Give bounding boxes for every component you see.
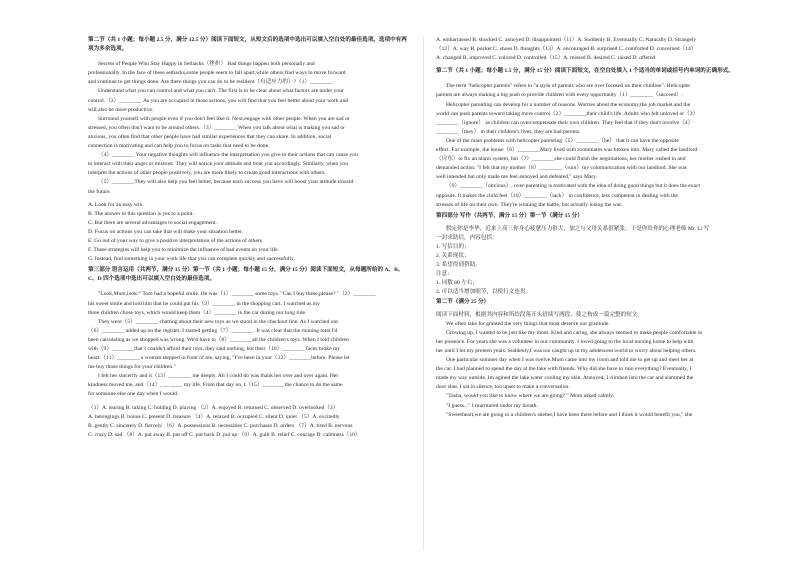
choices-line: B. gently C. sincerely D. fiercely （6）A. possessions B. necessities C. purchases D. orders （7）A. tired B. nervous (88, 422, 353, 429)
passage-line: stressed, you often don't want to be around others.（3）________ When you talk about what is making you sad or (88, 124, 346, 131)
cloze-line: I felt her sincerity and it（13）________ me deeply. All I could do was thank her over and over again. Her (98, 373, 339, 380)
grammar-heading: 第二节（共 1 小题；每小题 1.5 分，满分 15 分）阅读下面短文，在空白处填入 1 个适当的单词或括号内单词的正确形式。 (436, 68, 734, 75)
note-item: 1. 词数 80 左右； (436, 280, 478, 287)
choices-line: A. embarrassed B. shocked C. annoyed D. disappointed（11）A. Suddenly B. Eventually C. Naturally D. Strangely (436, 37, 697, 43)
notes-label: 注意： (436, 271, 453, 278)
passage-line: interpret the actions of other people positively, you are more likely to create good interactions with others. (88, 170, 326, 177)
cloze-line: heart.（11）________ a woman stepped in front of me, saying, "I've been in your（12）________before. Please let (88, 355, 350, 362)
grammar-line: effect. For example, the house（6）________Mary lived with roommates was broken into. Mary called the landlord (436, 147, 698, 154)
section2-writing-heading: 第二节（满分 25 分） (436, 298, 490, 305)
passage-line: Surround yourself with people even if you don't feel like it. Next,engage with other people. When you are sad or (98, 115, 350, 122)
grammar-line: ________（ignore） as children can overcompensate their own children. They feel that if they don't involve（4） (436, 119, 694, 126)
option-d: D. Focus on actions you can take that will make your situation better. (88, 228, 244, 235)
grammar-line: parents are always making a big push to provide children with every opportunity（1）________（succeed）. (436, 92, 684, 99)
requirement-item: 2. 关系现状； (436, 253, 470, 260)
grammar-line: world can push parents toward taking more control（2）________their child's life. Adults who felt unloved or（3） (436, 110, 699, 117)
cloze-line: for someone else one day when I would. (88, 391, 179, 398)
passage-line: connection is motivating and can help you to focus on tasks that need to be done. (88, 143, 270, 150)
story-line: made my way outside. Im agined the lake water cooling my skin. Annoyed, I climbed into the car and slammed the (436, 375, 694, 382)
option-e: E. Go out of your way to give a positive interpretation of the actions of others. (88, 237, 264, 244)
cloze-line: with（9）________that I couldn't afford their toys, they said nothing, but their（10）________ faces broke my (88, 346, 341, 352)
story-line: One particular summer day when I was twelve,Mom came into my room and told me to get up and meet her at (446, 357, 694, 364)
cloze-line: （6）________ added up on the register, I started getting（7）________. It was clear that the running total I'd (88, 327, 338, 334)
choices-line: A. changed B. improved C. colored D. controlled（15）A. missed B. desired C. raised D. offered (436, 55, 656, 62)
passage-line: will also be more productive. (88, 106, 154, 113)
grammar-line: well intended but only made me feel annoyed and defeated," says Mary. (436, 174, 598, 181)
story-line: "I guess..." I murmured under my breath. (446, 402, 538, 409)
passage-title: Secrets of People Who Stay Happy in Setbacks（挫折） Bad things happen both personally and (98, 61, 315, 68)
grammar-line: stresses of life on their own. They're winning the battle, but actually losing the war. (436, 201, 623, 208)
option-f: F. These strategies will help you to minimize the influence of bad events on your life. (88, 247, 279, 254)
grammar-line: （房东）to fix an alarm system, but（7）________she could finish the negotiations, her mother rushed in and (436, 156, 686, 163)
passage-line: （4）________ Your negative thoughts will influence the interpretation you give to their actions that can cause you (98, 152, 358, 159)
note-item: 2. 可以适当增加细节，以使行文连贯。 (436, 289, 532, 296)
passage-line: and continue to get things done. Are there things you can do to be resilient（有适应力的）?（1）________ (88, 79, 333, 86)
part4-heading: 第四部分 写作（共两节，满分 15 分）第一节（满分 15 分） (436, 212, 583, 219)
passage-line: the future. (88, 188, 111, 195)
continuation-prompt: 阅读下面材料，根据其内容和所给段落开头语续写两段，使之构成一篇完整的短文。 (436, 311, 643, 318)
right-column (436, 36, 764, 420)
story-line: the car. I had planned to spend the day at the lake with friends. Why did she have to ruin everything? Eventually, I (436, 366, 692, 373)
passage-line: anxious, you often find that other people have had similar experiences that they can share. In addition, social (88, 133, 332, 140)
cloze-line: me buy those things for your children." (88, 364, 176, 371)
choices-line: （1）A. tearing B. taking C. holding D. playing （2）A. enjoyed B. returned C. observed D. overlooked（3） (88, 404, 339, 411)
cloze-line: They were（5）________ chatting about their new toys as we stood in the checkout line. As I watched our (98, 318, 339, 325)
requirement-item: 3. 希望得到帮助。 (436, 262, 481, 269)
part3-heading: 第三部分 语言运用（共两节，满分 15 分）第一节（共 1 小题；每小题 15 分，满分 15 分）阅读下面短文，从每题所给的 A、B、C、D 四个选项中选出可以填入空白处的最佳选项。 (88, 267, 404, 283)
left-column (88, 36, 410, 440)
story-line: door shut. I sat in silence, too upset to make a conversation. (436, 384, 570, 391)
grammar-line: demanded action. "I felt that my mother（8）________（ruin）my communication with our landlord. She was (436, 165, 687, 172)
passage-line: control.（2）________ As you are occupied in those actions, you will find that you feel better about your work and (88, 97, 349, 104)
story-line: her until I hit my preteen years. Suddenly,I was too caught up in my adolescent world to worry about helping others. (436, 348, 697, 354)
column-divider (423, 36, 424, 550)
section2-heading: 第二节（共 1 小题；每小题 2.5 分，满分 12.5 分）阅读下面短文，从短文后的选项中选出可以填入空白处的最佳选项。选项中有两项为多余选项。 (88, 37, 407, 53)
option-g: G. Instead, find something in your work life that you can complete quickly and successfully. (88, 256, 295, 263)
passage-line: Understand what you can control and what you can't. The first is to be clear about what factors are under your (98, 88, 344, 95)
cloze-line: been calculating as we shopped was wrong. We'd have to（8）________all the children's toys. When I told children (88, 336, 349, 343)
passage-line: to interact with their anger or mistrust. They will notice your attitude and treat you accordingly. Similarly, when you (88, 161, 348, 168)
passage-line: professionally. In the face of these setbacks,some people seem to fall apart,while others find ways to move forward (88, 70, 346, 77)
choices-line: C. crazy D. sad （8）A. put away B. put off C. put back D. put up （9）A. guilt B. relief C. courage D. calmness（10） (88, 431, 361, 438)
option-a: A. Look for an easy win. (88, 201, 144, 208)
writing-prompt: 一封求助信，内容包括： (436, 234, 498, 241)
cloze-line: kindness moved me, and（14）________ my life. From that day on, I（15）________the chance to do the same (88, 382, 343, 389)
grammar-line: One of the main problems with helicopter parenting（5）________（be） that it can have the opposite (446, 137, 679, 144)
choices-line: A. belongings B. bonus C. present D. treasure （4）A. relaxed B. occupied C. silent D. quiet （5）A. excitedly (88, 413, 340, 420)
grammar-line: The term "helicopter parents" refers to "a style of parents who are over focused on their children". Helicopter (446, 83, 691, 90)
requirement-item: 1. 写信目的； (436, 243, 470, 250)
story-line: "Tasha, would you like to know where we are going? " Mom asked calmly. (446, 393, 615, 400)
story-line: We often take for granted the very things that most deserve our gratitude. (446, 320, 610, 327)
story-line: her presence. For years she was a volunteer in our community. I loved going to the local nursing home to help with (436, 338, 694, 345)
writing-prompt: 假定你是李华，近来上高三你身心疲惫压力很大，加之与父母关系很紧张，于是你给你的心理老师 Mr. Li 写 (446, 225, 710, 232)
grammar-line: Helicopter parenting can develop for a number of reasons. Worries about the economy,the job market,and the (446, 101, 691, 108)
passage-line: （5）________They will also help you feel better, because each success you have will boost your attitude toward (98, 179, 354, 186)
grammar-line: ________（they） in their children's lives, they are bad parents. (436, 128, 581, 135)
choices-line: （12）A. way B. pocket C. shoes D. thoughts（13）A. encouraged B. surprised C. comforted D. concerned（14） (436, 46, 697, 53)
option-c: C. But there are several advantages to social engagement. (88, 219, 217, 226)
grammar-line: （9）________（obvious）, over-parenting is motivated with the idea of doing good things but it does the exact (446, 183, 701, 190)
story-line: "Sweetheart,we are going to a children's shelter,I have been there before and I think it would benefit you," she (446, 411, 693, 418)
cloze-line: three children chose toys, which would keep them（4）________ in the car during our long ride. (88, 309, 307, 316)
cloze-line: his sweet smile and told him that he could put his（3）________ in the shopping cart. I watched as my (88, 300, 320, 307)
cloze-line: "Look,Mum,look!" Tom had a hopeful smile. He was（1）________ some toys. "Can I buy these,please? "（2）________ (98, 291, 376, 298)
option-b: B. The answer to this question is yes to a point. (88, 210, 194, 217)
grammar-line: opposite. It makes the child feel（10）________（lack） in confidence, less competent in dealing with the (436, 192, 678, 199)
story-line: Growing up, I wanted to be just like my mom. Kind and caring, she always seemed to make people comfortable in (446, 329, 703, 336)
